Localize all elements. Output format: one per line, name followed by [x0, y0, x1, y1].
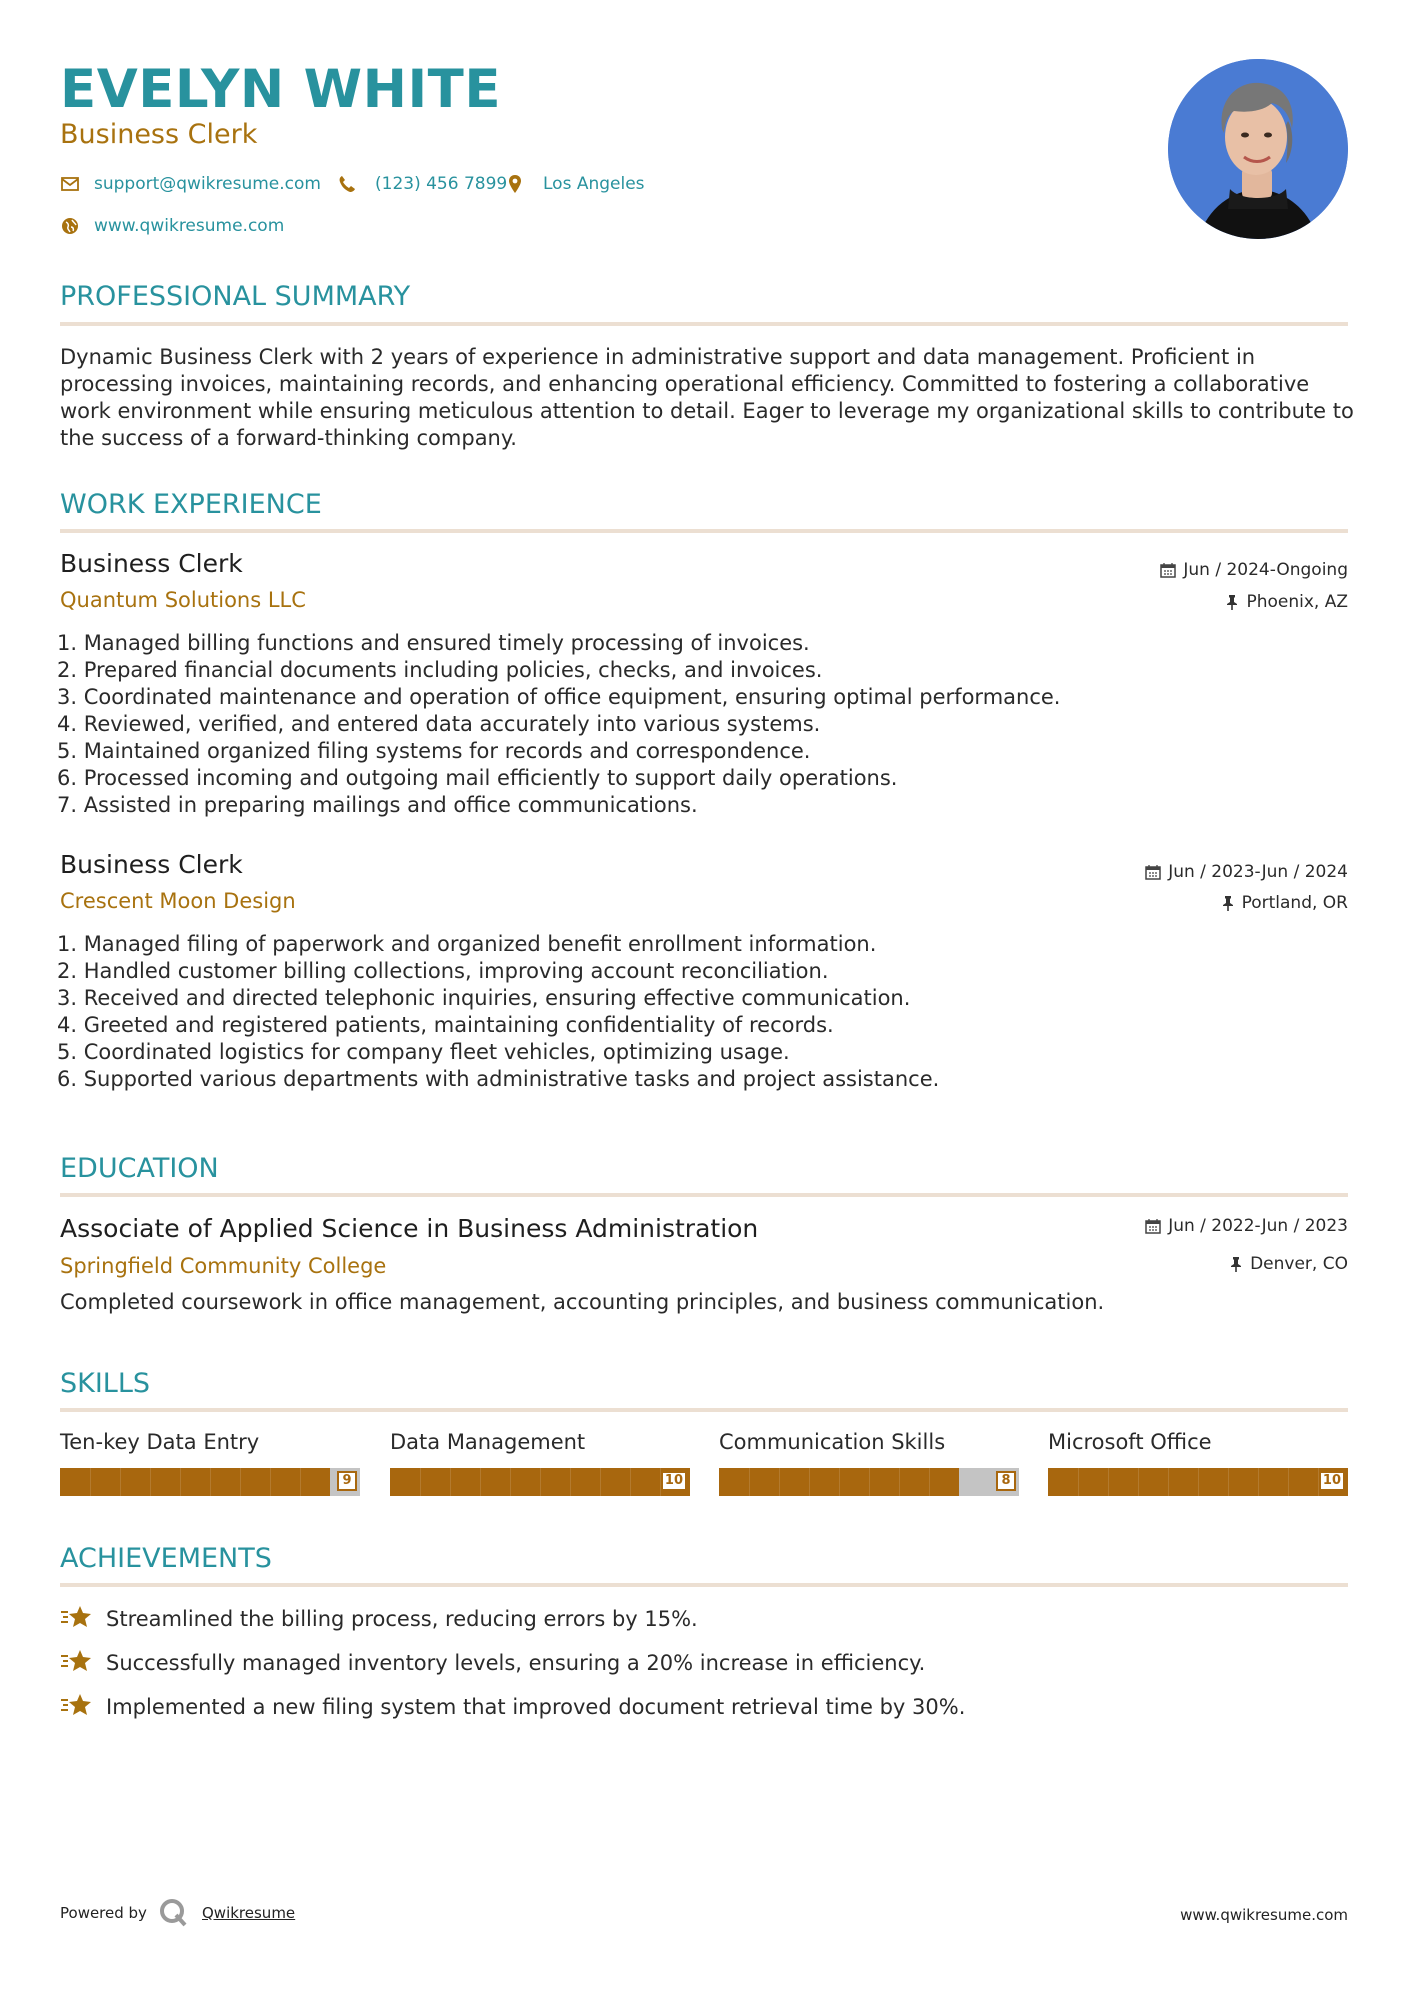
pushpin-icon — [1229, 1256, 1243, 1272]
summary-heading: PROFESSIONAL SUMMARY — [60, 281, 411, 312]
job-location — [1225, 591, 1348, 613]
list-item: 1. Managed filing of paperwork and organized benefit enrollment information. — [56, 932, 877, 956]
job-duties-list — [45, 931, 1345, 1093]
calendar-icon — [1145, 864, 1161, 880]
list-item: 6. Processed incoming and outgoing mail efficiently to support daily operations. — [56, 766, 898, 790]
degree-title: Associate of Applied Science in Business Administration — [60, 1214, 759, 1243]
skill-bar-segment — [1198, 1468, 1199, 1496]
education-dates — [1145, 1215, 1348, 1237]
globe-icon — [60, 216, 80, 236]
skill-bar-segment — [90, 1468, 91, 1496]
calendar-icon — [1145, 1218, 1161, 1234]
job-title: Business Clerk — [60, 549, 243, 578]
skill-bar-segment — [270, 1468, 271, 1496]
location-text: Los Angeles — [543, 174, 645, 194]
skill-score: 10 — [1319, 1471, 1345, 1491]
skill-bar-segment — [839, 1468, 840, 1496]
job-duties-list — [45, 630, 1345, 819]
star-badge-icon — [60, 1603, 94, 1635]
phone-number[interactable]: (123) 456 7899 — [375, 174, 508, 194]
skill-bar-segment — [420, 1468, 421, 1496]
education-description: Completed coursework in office management, accounting principles, and business communication. — [60, 1290, 1105, 1314]
qwikresume-logo-icon — [158, 1897, 188, 1931]
list-item: 4. Greeted and registered patients, maintaining confidentiality of records. — [56, 1013, 834, 1037]
summary-text: Dynamic Business Clerk with 2 years of experience in administrative support and data management. Proficient in processing invoices, maintaining records, and enhancing operational efficiency. Committed to fostering a collaborative work environment while ensuring meticulous attention to detail. Eager to leverage my organizational skills to contribute to the success of a forward-thinking company. — [60, 345, 1354, 450]
section-divider — [60, 1583, 1348, 1587]
job-dates-text: Jun / 2023-Jun / 2024 — [1168, 862, 1348, 882]
star-badge-icon — [60, 1647, 94, 1679]
calendar-icon — [1160, 562, 1176, 578]
skill-bar-segment — [899, 1468, 900, 1496]
list-item: 6. Supported various departments with administrative tasks and project assistance. — [56, 1067, 940, 1091]
skill-bar-segment — [1258, 1468, 1259, 1496]
skill-score: 10 — [661, 1471, 687, 1491]
skill-bar-segment — [1108, 1468, 1109, 1496]
skill-bar-segment — [120, 1468, 121, 1496]
education-location — [1229, 1253, 1348, 1275]
list-item: 3. Coordinated maintenance and operation of office equipment, ensuring optimal performance. — [56, 685, 1061, 709]
list-item: 1. Managed billing functions and ensured timely processing of invoices. — [56, 631, 810, 655]
skill-item — [60, 1428, 360, 1496]
skill-bar-segment — [929, 1468, 930, 1496]
skills-heading: SKILLS — [60, 1368, 151, 1399]
achievement-item — [60, 1647, 925, 1679]
skill-bar-segment — [600, 1468, 601, 1496]
skill-bar-segment — [570, 1468, 571, 1496]
skill-name: Communication Skills — [719, 1430, 946, 1454]
education-location-text: Denver, CO — [1250, 1254, 1348, 1274]
education-dates-text: Jun / 2022-Jun / 2023 — [1168, 1216, 1348, 1236]
job-dates — [1145, 861, 1348, 883]
skill-bar — [60, 1468, 360, 1496]
skill-item — [390, 1428, 690, 1496]
section-divider — [60, 529, 1348, 533]
experience-heading: WORK EXPERIENCE — [60, 489, 322, 520]
footer-website-link[interactable]: www.qwikresume.com — [1180, 1906, 1348, 1924]
powered-by-label: Powered by — [60, 1904, 147, 1922]
list-item: 3. Received and directed telephonic inquiries, ensuring effective communication. — [56, 986, 911, 1010]
achievement-text: Implemented a new filing system that improved document retrieval time by 30%. — [106, 1695, 966, 1719]
skill-bar-segment — [510, 1468, 511, 1496]
list-item: 5. Maintained organized filing systems for records and correspondence. — [56, 739, 811, 763]
skill-bar-segment — [300, 1468, 301, 1496]
job-location — [1221, 892, 1348, 914]
skill-bar — [719, 1468, 1019, 1496]
section-divider — [60, 1408, 1348, 1412]
skill-bar-segment — [180, 1468, 181, 1496]
skill-score: 9 — [337, 1471, 357, 1491]
map-pin-icon — [505, 174, 525, 194]
skill-bar-segment — [749, 1468, 750, 1496]
skill-bar-segment — [1228, 1468, 1229, 1496]
skill-bar — [1048, 1468, 1348, 1496]
skill-bar-fill — [60, 1468, 330, 1496]
skill-bar-segment — [210, 1468, 211, 1496]
phone-icon — [337, 174, 357, 194]
achievement-item — [60, 1603, 698, 1635]
achievement-text: Successfully managed inventory levels, ensuring a 20% increase in efficiency. — [106, 1651, 926, 1675]
job-location-text: Portland, OR — [1241, 893, 1348, 913]
profile-photo — [1168, 59, 1348, 239]
school-name: Springfield Community College — [60, 1254, 387, 1278]
section-divider — [60, 1193, 1348, 1197]
section-divider — [60, 322, 1348, 326]
skill-bar-segment — [1168, 1468, 1169, 1496]
education-heading: EDUCATION — [60, 1153, 219, 1184]
job-title: Business Clerk — [60, 850, 243, 879]
list-item: 2. Handled customer billing collections, improving account reconciliation. — [56, 959, 829, 983]
skill-item — [1048, 1428, 1348, 1496]
skill-bar-segment — [630, 1468, 631, 1496]
email-link[interactable]: support@qwikresume.com — [94, 174, 321, 194]
candidate-name: EVELYN WHITE — [60, 59, 502, 120]
skill-bar-segment — [1078, 1468, 1079, 1496]
skill-bar-segment — [809, 1468, 810, 1496]
pushpin-icon — [1225, 594, 1239, 610]
star-badge-icon — [60, 1691, 94, 1723]
skill-bar — [390, 1468, 690, 1496]
job-dates-text: Jun / 2024-Ongoing — [1183, 560, 1348, 580]
skill-name: Ten-key Data Entry — [60, 1430, 260, 1454]
skill-bar-segment — [480, 1468, 481, 1496]
skill-bar-segment — [779, 1468, 780, 1496]
achievement-text: Streamlined the billing process, reducing errors by 15%. — [106, 1607, 698, 1631]
list-item: 5. Coordinated logistics for company fleet vehicles, optimizing usage. — [56, 1040, 790, 1064]
skill-item — [719, 1428, 1019, 1496]
job-company: Quantum Solutions LLC — [60, 588, 306, 612]
skill-bar-segment — [1288, 1468, 1289, 1496]
skill-bar-segment — [240, 1468, 241, 1496]
skill-bar-segment — [540, 1468, 541, 1496]
skill-score: 8 — [996, 1471, 1016, 1491]
website-link[interactable]: www.qwikresume.com — [94, 216, 285, 236]
skill-name: Data Management — [390, 1430, 586, 1454]
skill-bar-segment — [150, 1468, 151, 1496]
list-item: 2. Prepared financial documents including policies, checks, and invoices. — [56, 658, 823, 682]
pushpin-icon — [1221, 895, 1235, 911]
list-item: 4. Reviewed, verified, and entered data accurately into various systems. — [56, 712, 821, 736]
job-location-text: Phoenix, AZ — [1246, 592, 1348, 612]
skill-bar-segment — [450, 1468, 451, 1496]
job-dates — [1160, 559, 1348, 581]
skill-name: Microsoft Office — [1048, 1430, 1212, 1454]
qwikresume-brand-link[interactable]: Qwikresume — [202, 1904, 296, 1922]
achievements-heading: ACHIEVEMENTS — [60, 1543, 272, 1574]
achievement-item — [60, 1691, 965, 1723]
envelope-icon — [60, 174, 80, 194]
job-company: Crescent Moon Design — [60, 889, 296, 913]
list-item: 7. Assisted in preparing mailings and office communications. — [56, 793, 698, 817]
skill-bar-segment — [869, 1468, 870, 1496]
candidate-title: Business Clerk — [60, 119, 258, 150]
skill-bar-segment — [1138, 1468, 1139, 1496]
